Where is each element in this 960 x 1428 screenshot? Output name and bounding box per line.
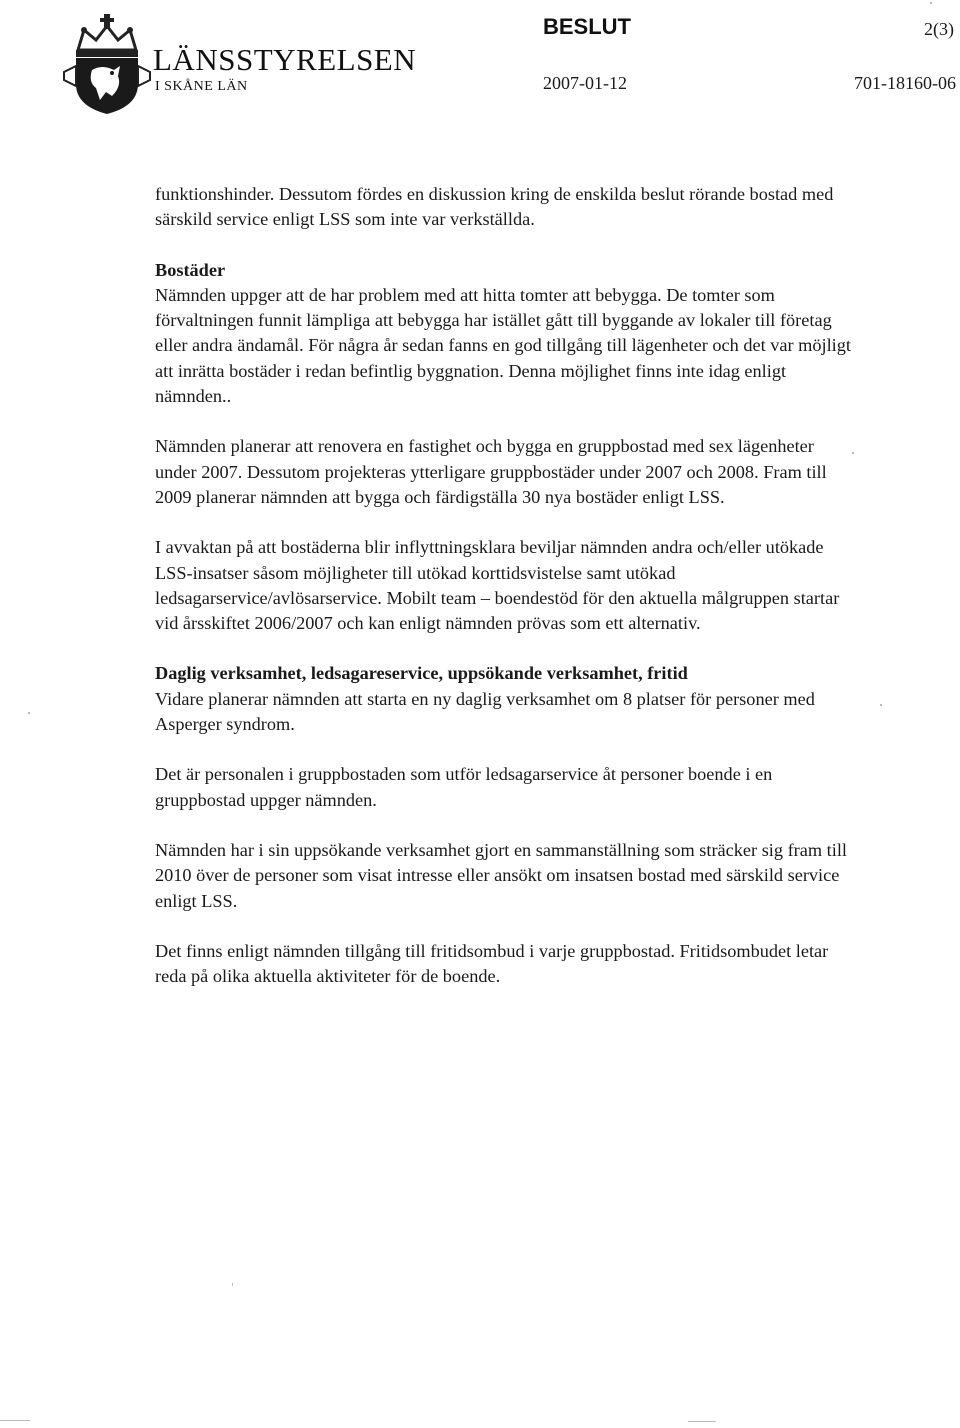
organization-name: LÄNSSTYRELSEN (153, 42, 417, 77)
page-number: 2(3) (924, 19, 954, 39)
paragraph: Det är personalen i gruppbostaden som utför ledsagarservice åt personer boende i en gruppbostad uppger nämnden. (155, 764, 773, 810)
paragraph: I avvaktan på att bostäderna blir inflyttningsklara beviljar nämnden andra och/eller utökade LSS-insatser såsom möjligheter till utökad korttidsvistelse samt utökad ledsagarservice/avlösarservice. Mobilt team – boendestöd för den aktuella målgruppen startar vid årsskiftet 2006/2007 och kan enligt nämnden prövas som ett alternativ. (155, 537, 840, 634)
paragraph: Det finns enligt nämnden tillgång till fritidsombud i varje gruppbostad. Fritidsombudet letar reda på olika aktuella aktiviteter för de boende. (155, 940, 829, 987)
section-heading-daglig-verksamhet: Daglig verksamhet, ledsagareservice, uppsökande verksamhet, fritid (155, 663, 688, 684)
coat-of-arms-logo (62, 14, 152, 114)
paragraph: Nämnden planerar att renovera en fastighet och bygga en gruppbostad med sex lägenheter under 2007. Dessutom projekteras ytterligare gruppbostäder under 2007 och 2008. Fram till 2009 planerar nämnden att bygga och färdigställa 30 nya bostäder enligt LSS. (155, 436, 827, 507)
paragraph: funktionshinder. Dessutom fördes en diskussion kring de enskilda beslut rörande bostad med särskild service enligt LSS som inte var verkställda. (155, 184, 834, 230)
paragraph: Nämnden har i sin uppsökande verksamhet gjort en sammanställning som sträcker sig fram till 2010 över de personer som visat intresse eller ansökt om insatsen bostad med särskild service enligt LSS. (155, 839, 847, 911)
section-heading-bostader: Bostäder (155, 259, 226, 280)
paragraph: Nämnden uppger att de har problem med att hitta tomter att bebygga. De tomter som förvaltningen funnit lämpliga att bebygga har istället gått till byggande av lokaler till företag eller andra ändamål. För några år sedan fanns en god tillgång till lägenheter och det var möjligt att inrätta bostäder i redan befintlig byggnation. Denna möjlighet finns inte idag enligt nämnden.. (155, 284, 851, 407)
paragraph: Vidare planerar nämnden att starta en ny daglig verksamhet om 8 platser för personer med Asperger syndrom. (155, 688, 815, 735)
document-date: 2007-01-12 (543, 73, 627, 93)
organization-subtitle: I SKÅNE LÄN (155, 79, 248, 94)
document-type: BESLUT (543, 14, 631, 39)
document-body (155, 182, 855, 1014)
reference-number: 701-18160-06 (854, 73, 956, 93)
